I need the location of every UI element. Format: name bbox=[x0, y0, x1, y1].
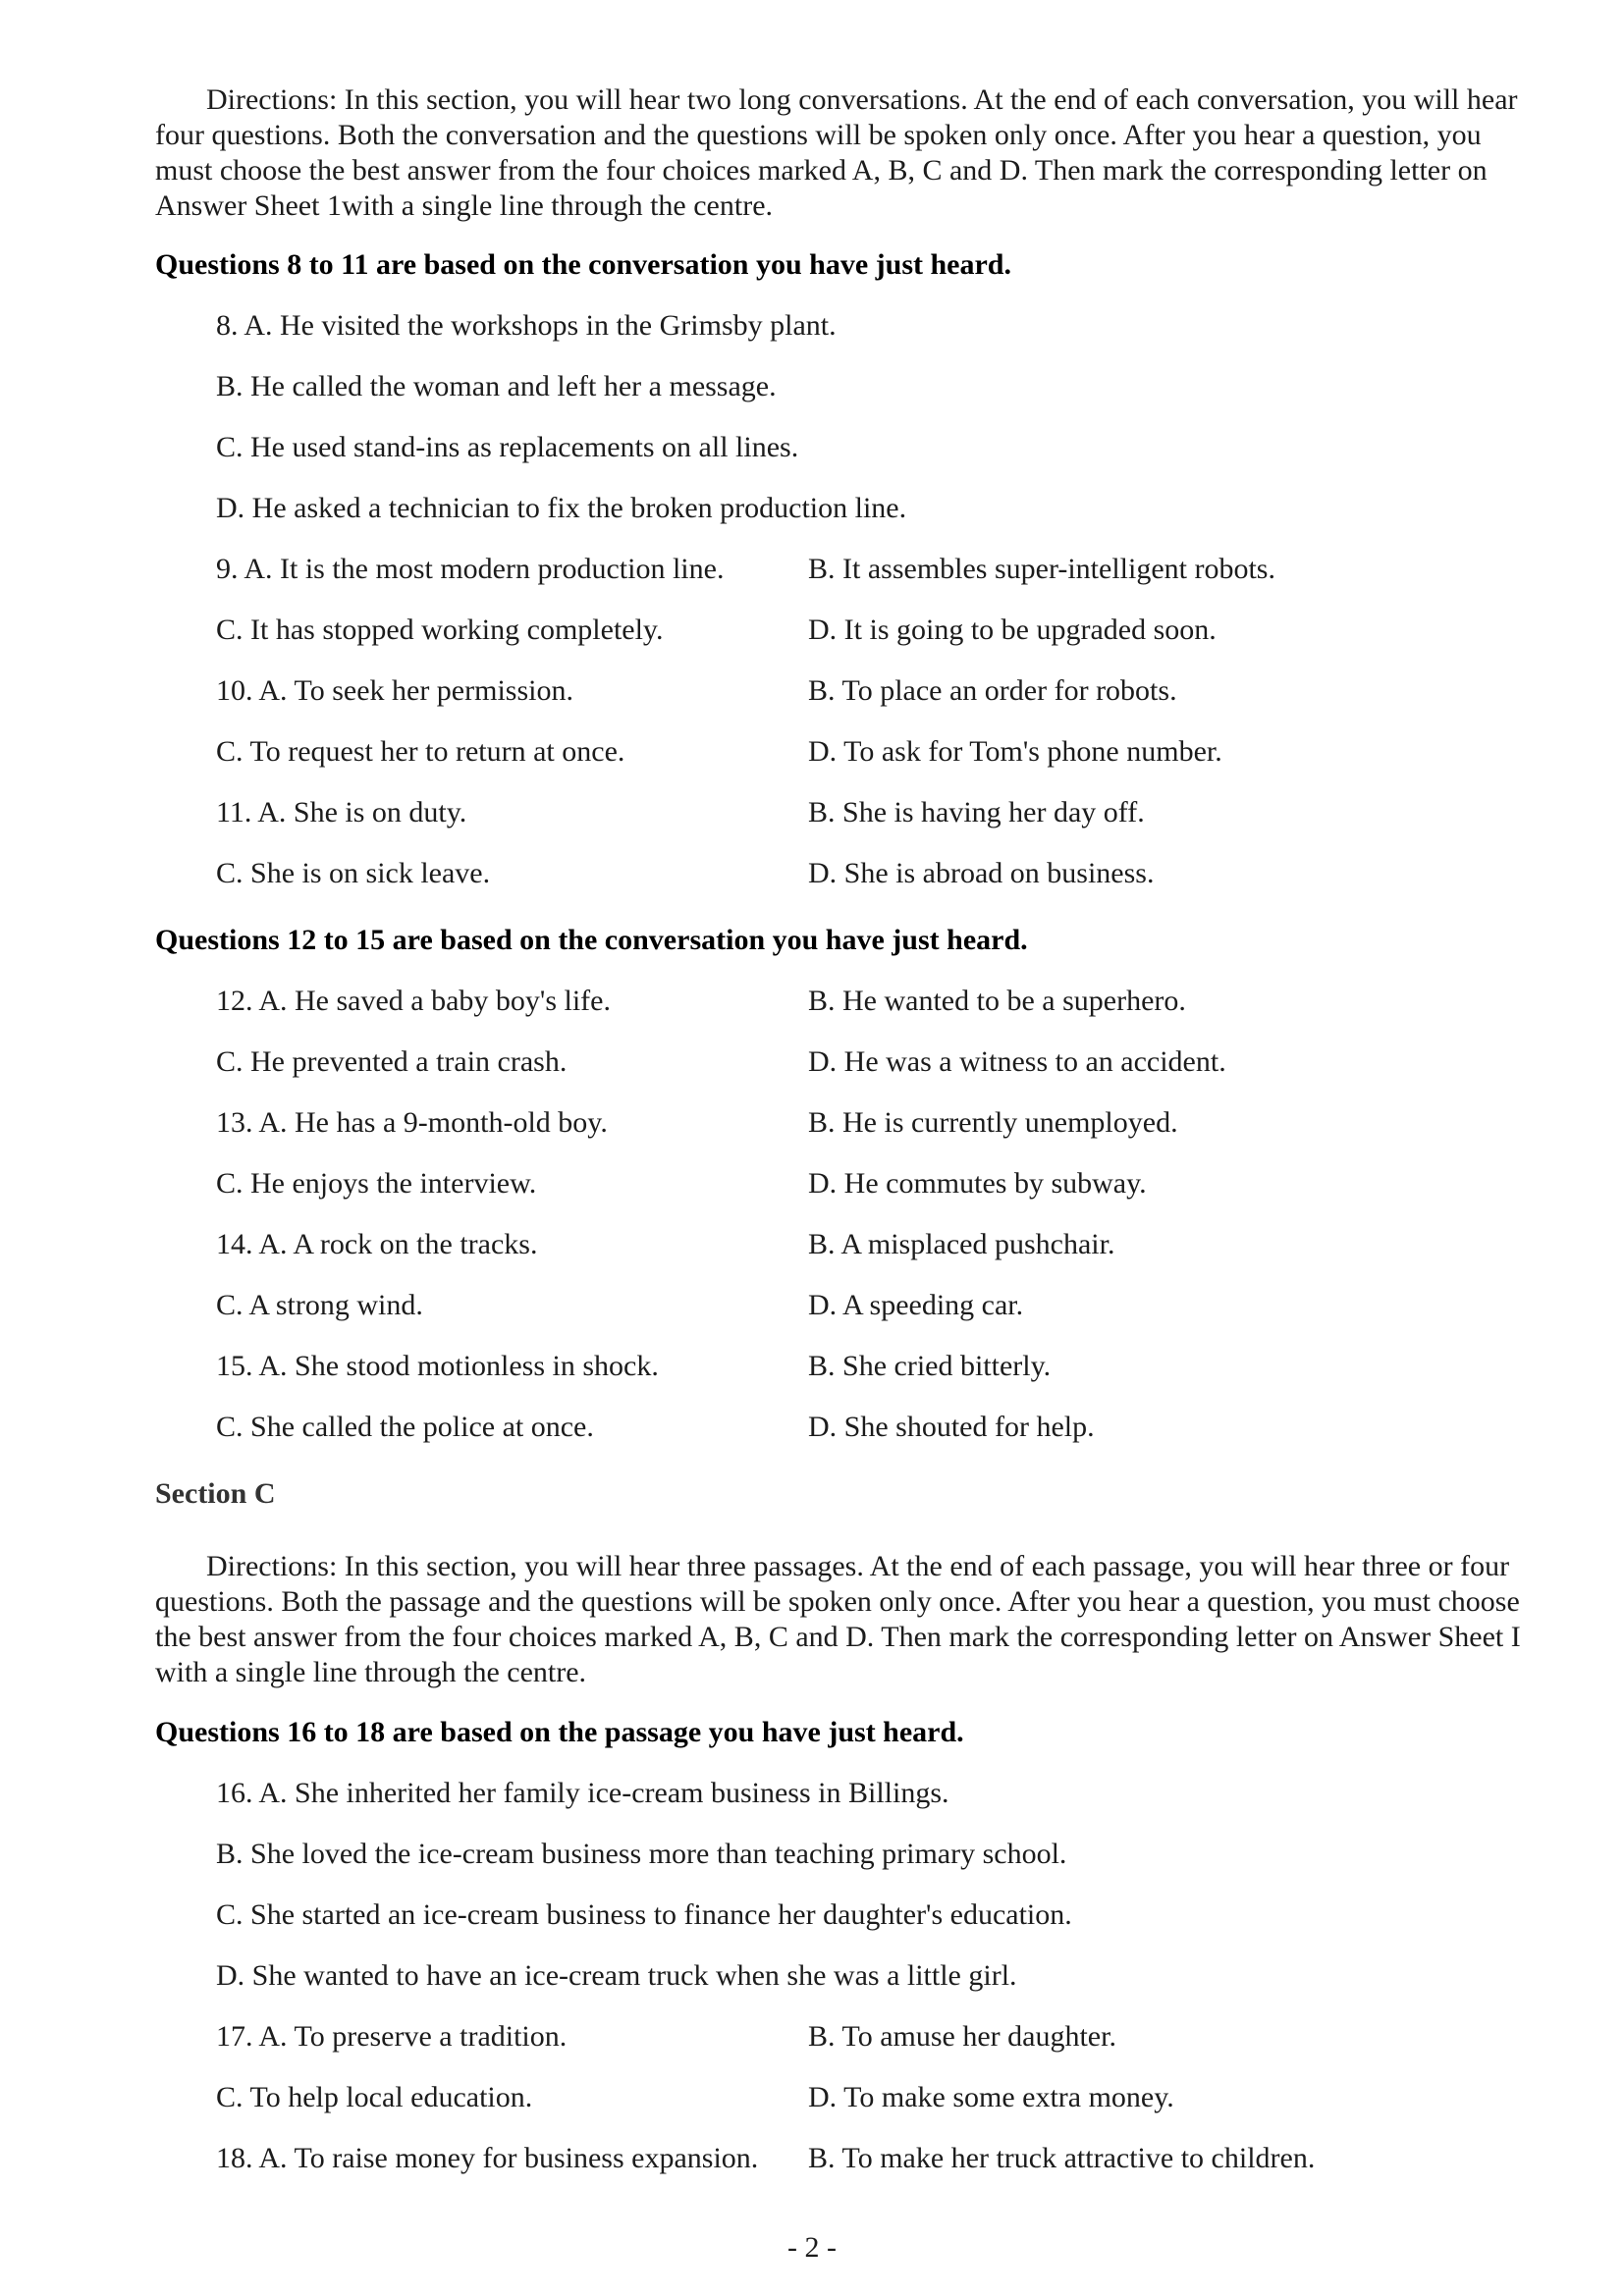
option-cell: 9. A. It is the most modern production line. bbox=[216, 553, 725, 585]
option-row-17ab bbox=[216, 2019, 1522, 2055]
heading-questions-12-15: Questions 12 to 15 are based on the conversation you have just heard. bbox=[155, 924, 1028, 956]
option-cell: C. He prevented a train crash. bbox=[216, 1045, 568, 1078]
option-cell: B. He is currently unemployed. bbox=[808, 1106, 1178, 1139]
option-cell: B. To make her truck attractive to children. bbox=[808, 2142, 1316, 2174]
option-row-10ab bbox=[216, 673, 1522, 709]
option-row-10cd bbox=[216, 734, 1522, 770]
option-cell: C. To help local education. bbox=[216, 2081, 533, 2113]
option-cell: C. She is on sick leave. bbox=[216, 857, 491, 889]
option-cell: C. To request her to return at once. bbox=[216, 735, 625, 768]
option-line-8c: C. He used stand-ins as replacements on all lines. bbox=[216, 431, 799, 463]
option-line-16d: D. She wanted to have an ice-cream truck when she was a little girl. bbox=[216, 1959, 1017, 1992]
option-cell: D. To make some extra money. bbox=[808, 2081, 1174, 2113]
option-cell: B. It assembles super-intelligent robots. bbox=[808, 553, 1275, 585]
section-c-label: Section C bbox=[155, 1477, 276, 1510]
option-line-8a: 8. A. He visited the workshops in the Grimsby plant. bbox=[216, 309, 837, 342]
option-line-16c: C. She started an ice-cream business to finance her daughter's education. bbox=[216, 1898, 1072, 1931]
option-cell: D. She is abroad on business. bbox=[808, 857, 1155, 889]
option-cell: 15. A. She stood motionless in shock. bbox=[216, 1350, 659, 1382]
option-row-14ab bbox=[216, 1227, 1522, 1262]
option-cell: D. To ask for Tom's phone number. bbox=[808, 735, 1222, 768]
option-cell: B. She is having her day off. bbox=[808, 796, 1145, 828]
option-line-16b: B. She loved the ice-cream business more than teaching primary school. bbox=[216, 1838, 1067, 1870]
option-row-12ab bbox=[216, 984, 1522, 1019]
option-cell: 14. A. A rock on the tracks. bbox=[216, 1228, 538, 1260]
option-cell: 10. A. To seek her permission. bbox=[216, 674, 573, 707]
option-cell: D. He commutes by subway. bbox=[808, 1167, 1147, 1200]
option-row-9cd bbox=[216, 613, 1522, 648]
option-row-11cd bbox=[216, 856, 1522, 891]
option-cell: D. She shouted for help. bbox=[808, 1411, 1095, 1443]
section-c-directions-paragraph: Directions: In this section, you will hear three passages. At the end of each passage, you will hear three or four questions. Both the passage and the questions will be spoken only once. After you hear a question, you must choose the best answer from the four choices marked A, B, C and D. Then mark the corresponding letter on Answer Sheet I with a single line through the centre. bbox=[155, 1550, 1521, 1688]
option-row-17cd bbox=[216, 2080, 1522, 2115]
option-line-8b: B. He called the woman and left her a message. bbox=[216, 370, 777, 402]
option-cell: C. A strong wind. bbox=[216, 1289, 423, 1321]
option-cell: 17. A. To preserve a tradition. bbox=[216, 2020, 568, 2053]
option-cell: C. She called the police at once. bbox=[216, 1411, 594, 1443]
option-cell: D. It is going to be upgraded soon. bbox=[808, 614, 1217, 646]
option-cell: B. A misplaced pushchair. bbox=[808, 1228, 1115, 1260]
option-cell: B. She cried bitterly. bbox=[808, 1350, 1052, 1382]
option-cell: D. A speeding car. bbox=[808, 1289, 1024, 1321]
section-b-directions-paragraph: Directions: In this section, you will hear two long conversations. At the end of each conversation, you will hear four questions. Both the conversation and the questions will be spoken only once. After you hear a question, you must choose the best answer from the four choices marked A, B, C and D. Then mark the corresponding letter on Answer Sheet 1with a single line through the centre. bbox=[155, 83, 1518, 222]
option-row-12cd bbox=[216, 1044, 1522, 1080]
option-cell: 11. A. She is on duty. bbox=[216, 796, 467, 828]
option-cell: C. It has stopped working completely. bbox=[216, 614, 664, 646]
option-row-13cd bbox=[216, 1166, 1522, 1201]
page-number: - 2 - bbox=[787, 2231, 837, 2264]
option-line-8d: D. He asked a technician to fix the broken production line. bbox=[216, 492, 907, 524]
option-row-11ab bbox=[216, 795, 1522, 830]
option-row-18ab bbox=[216, 2141, 1522, 2176]
option-row-14cd bbox=[216, 1288, 1522, 1323]
option-cell: B. To amuse her daughter. bbox=[808, 2020, 1116, 2053]
option-line-16a: 16. A. She inherited her family ice-cream business in Billings. bbox=[216, 1777, 949, 1809]
heading-questions-8-11: Questions 8 to 11 are based on the conversation you have just heard. bbox=[155, 248, 1011, 281]
option-row-13ab bbox=[216, 1105, 1522, 1141]
option-cell: 18. A. To raise money for business expansion. bbox=[216, 2142, 759, 2174]
option-cell: 13. A. He has a 9-month-old boy. bbox=[216, 1106, 608, 1139]
option-cell: B. He wanted to be a superhero. bbox=[808, 985, 1186, 1017]
option-cell: B. To place an order for robots. bbox=[808, 674, 1177, 707]
option-row-15ab bbox=[216, 1349, 1522, 1384]
option-cell: C. He enjoys the interview. bbox=[216, 1167, 537, 1200]
heading-questions-16-18: Questions 16 to 18 are based on the passage you have just heard. bbox=[155, 1716, 964, 1748]
option-cell: D. He was a witness to an accident. bbox=[808, 1045, 1226, 1078]
option-cell: 12. A. He saved a baby boy's life. bbox=[216, 985, 611, 1017]
option-row-9ab bbox=[216, 552, 1522, 587]
option-row-15cd bbox=[216, 1410, 1522, 1445]
